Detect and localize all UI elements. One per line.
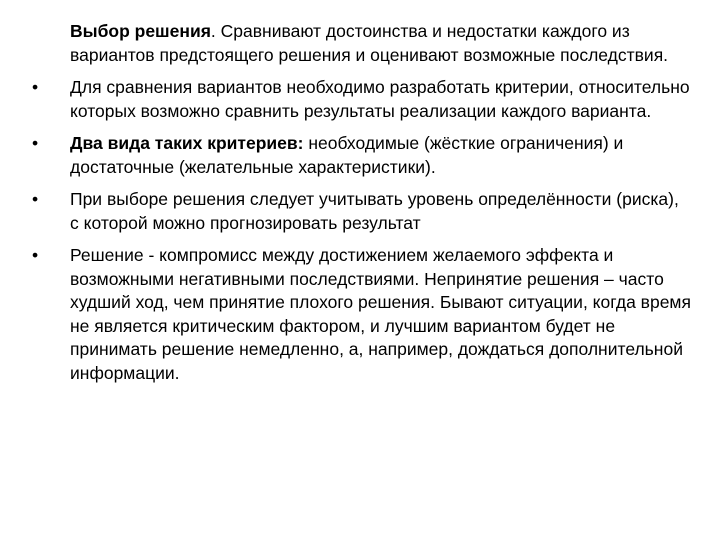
paragraph-text: . Сравнивают достоинства и недостатки каждого из вариантов предстоящего решения и оценивают возможные последствия.	[70, 21, 669, 65]
bullet-marker: •	[32, 133, 39, 153]
paragraph-heading: Выбор решения	[70, 21, 211, 41]
bullet-item-risk	[32, 188, 692, 235]
bullet-marker: •	[32, 189, 39, 209]
bullet-item-criteria	[32, 76, 692, 123]
bullet-marker: •	[32, 245, 39, 265]
bullet-marker: •	[32, 77, 39, 97]
paragraph-text: необходимые (жёсткие ограничения) и достаточные (желательные характеристики).	[70, 133, 624, 177]
paragraph-heading: Два вида таких критериев:	[70, 133, 304, 153]
slide-content	[32, 20, 692, 394]
paragraph-text: Для сравнения вариантов необходимо разработать критерии, относительно которых возможно сравнить результаты реализации каждого варианта.	[70, 77, 690, 121]
paragraph-text: Решение - компромисс между достижением желаемого эффекта и возможными негативными последствиями. Непринятие решения – часто худший ход, чем принятие плохого решения. Бывают ситуации, когда время не является критическим фактором, и лучшим вариантом будет не принимать решение немедленно, а, например, дождаться дополнительной информации.	[70, 245, 691, 383]
paragraph-decision-choice	[32, 20, 692, 67]
paragraph-text: При выборе решения следует учитывать уровень определённости (риска), с которой можно прогнозировать результат	[70, 189, 679, 233]
bullet-item-criteria-types	[32, 132, 692, 179]
bullet-item-compromise	[32, 244, 692, 385]
